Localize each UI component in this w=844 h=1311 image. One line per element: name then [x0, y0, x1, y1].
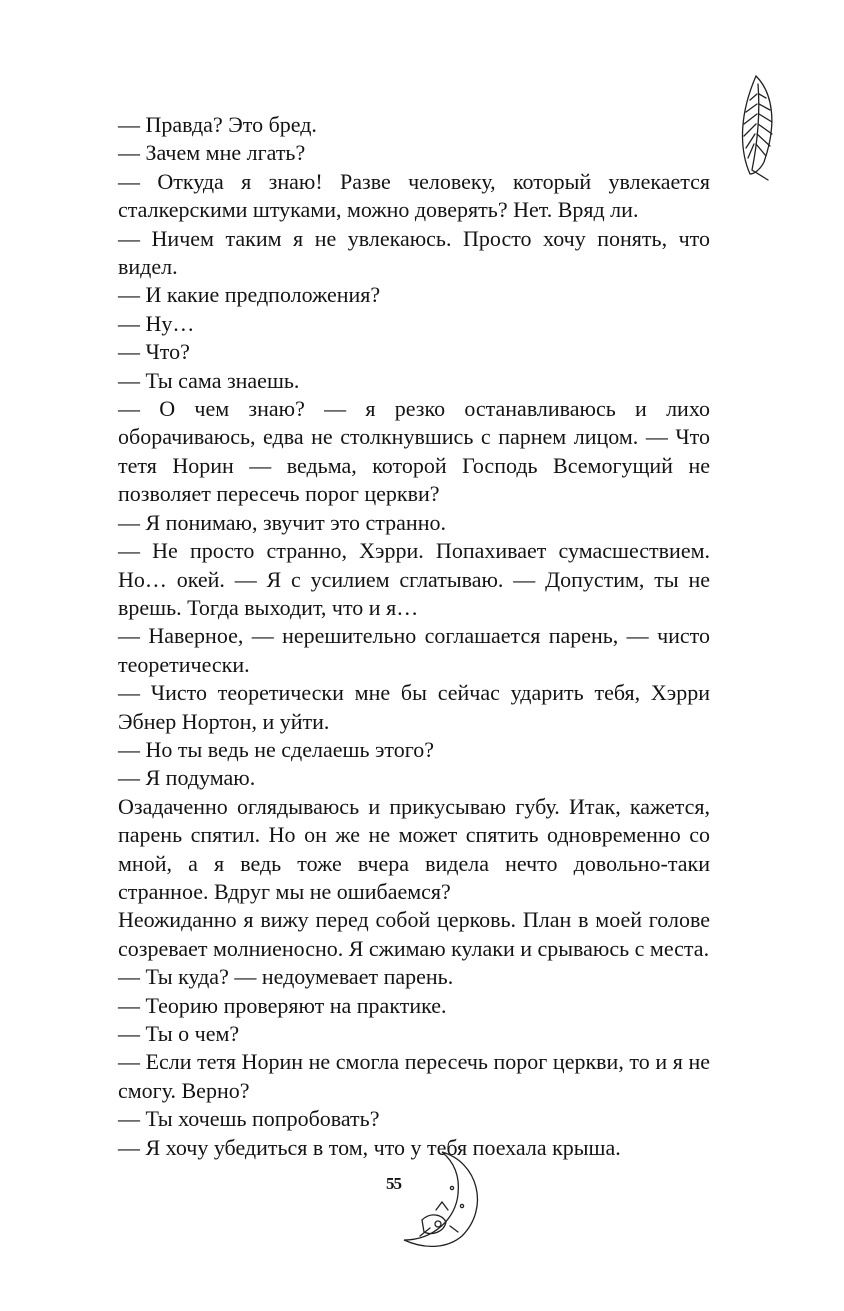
- paragraph: — Теорию проверяют на практике.: [118, 992, 447, 1018]
- paragraph: — Ты хочешь попробовать?: [118, 1106, 380, 1132]
- paragraph: Озадаченно оглядываюсь и прикусываю губу. Итак, кажется, парень спятил. Но он же не может спятить одновременно со мной, а я ведь тоже вчера видела нечто довольно-таки странное. Вдруг мы не ошибаемся?: [118, 793, 710, 904]
- paragraph: — И какие предположения?: [118, 282, 381, 308]
- paragraph: — Что?: [118, 339, 190, 365]
- page-number: 55: [386, 1174, 401, 1193]
- paragraph: — О чем знаю? — я резко останавливаюсь и лихо оборачиваюсь, едва не столкнувшись с парнем лицом. — Что тетя Норин — ведьма, которой Господь Всемогущий не позволяет пересечь порог церкви?: [118, 396, 710, 507]
- paragraph: — Я понимаю, звучит это странно.: [118, 509, 446, 535]
- paragraph: — Чисто теоретически мне бы сейчас ударить тебя, Хэрри Эбнер Нортон, и уйти.: [118, 680, 710, 734]
- paragraph: — Наверное, — нерешительно соглашается парень, — чисто теоретически.: [118, 623, 710, 677]
- paragraph: Неожиданно я вижу перед собой церковь. План в моей голове созревает молниеносно. Я сжимаю кулаки и срываюсь с места.: [118, 907, 710, 961]
- paragraph: — Но ты ведь не сделаешь этого?: [118, 736, 434, 762]
- page-body: [118, 111, 710, 1162]
- paragraph: — Ты сама знаешь.: [118, 367, 300, 393]
- paragraph: — Ты о чем?: [118, 1021, 240, 1046]
- paragraph: — Правда? Это бред.: [118, 112, 317, 137]
- paragraph: — Откуда я знаю! Разве человеку, который увлекается сталкерскими штуками, можно доверять? Нет. Вряд ли.: [118, 168, 710, 223]
- paragraph: — Я подумаю.: [118, 765, 256, 791]
- feather-icon: [728, 70, 784, 182]
- paragraph: — Ты куда? — недоумевает парень.: [118, 964, 454, 990]
- paragraph: — Не просто странно, Хэрри. Попахивает сумасшествием. Но… окей. — Я с усилием сглатываю. — Допустим, ты не врешь. Тогда выходит, что и я…: [118, 538, 710, 620]
- paragraph: — Если тетя Норин не смогла пересечь порог церкви, то и я не смогу. Верно?: [118, 1049, 710, 1103]
- paragraph: — Ничем таким я не увлекаюсь. Просто хочу понять, что видел.: [118, 225, 710, 280]
- paragraph: — Зачем мне лгать?: [118, 140, 306, 166]
- paragraph: — Ну…: [118, 310, 195, 336]
- crescent-moon-icon: [392, 1148, 492, 1252]
- paragraph: — Я хочу убедиться в том, что у тебя поехала крыша.: [118, 1134, 621, 1160]
